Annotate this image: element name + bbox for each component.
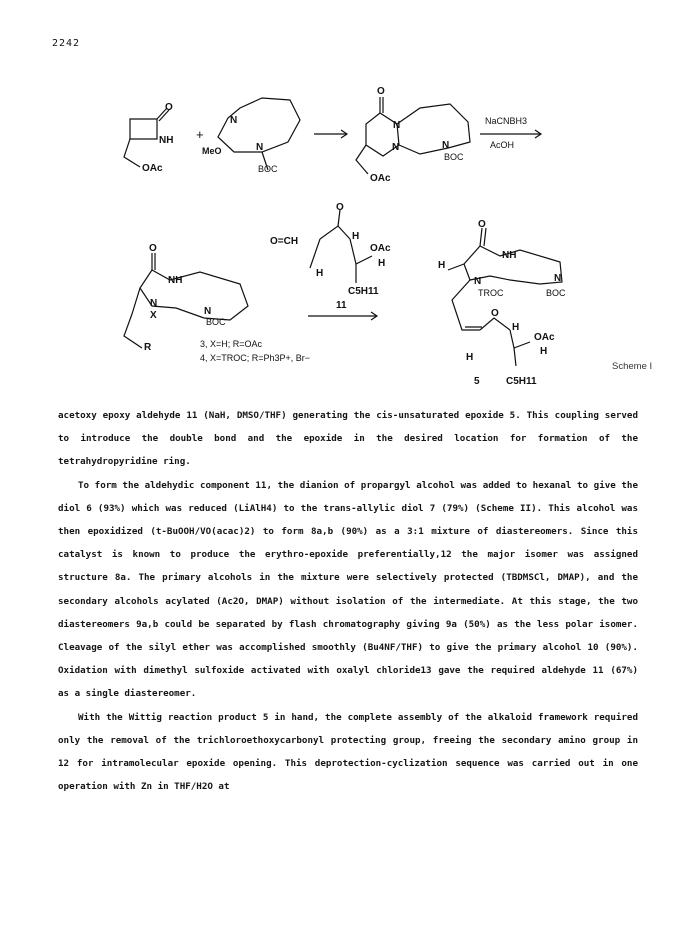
amidine-n2: N: [392, 142, 400, 153]
lactam-ring: [130, 119, 157, 139]
product-oac: OAc: [370, 173, 391, 184]
c5-epoxide: [480, 318, 510, 330]
lactam-side-chain: [124, 139, 140, 167]
aldehyde-epoxide: [320, 226, 350, 239]
c3-x: X: [150, 310, 157, 321]
macrocycle-ring: [397, 104, 470, 154]
amidine-n1: N: [393, 120, 401, 131]
c5-h3: H: [466, 352, 474, 363]
c3-side-chain: [124, 288, 142, 348]
aldehyde-h3: H: [316, 268, 324, 279]
imidate-n2: N: [256, 142, 264, 153]
c5-alkene: [452, 280, 480, 330]
compound-3-label: 3, X=H; R=OAc: [200, 339, 263, 349]
reagent-11: 11: [336, 300, 347, 311]
aldehyde-c5h11: C5H11: [348, 286, 379, 297]
macrocycle-n: N: [442, 140, 450, 151]
lactam-oac: OAc: [142, 163, 163, 174]
aldehyde-oac: OAc: [370, 243, 391, 254]
aldehyde-h1: H: [352, 231, 360, 242]
compound-4-label: 4, X=TROC; R=Ph3P+, Br−: [200, 353, 311, 363]
c5-h: H: [438, 260, 446, 271]
c3-n2: N: [204, 306, 212, 317]
c5-o: O: [478, 219, 486, 230]
amidine-o: O: [377, 86, 385, 97]
c5-epoxide-h: H: [512, 322, 520, 333]
c5-h2: H: [540, 346, 548, 357]
c5-boc: BOC: [546, 288, 566, 298]
body-text: [58, 404, 638, 798]
paragraph-3: With the Wittig reaction product 5 in hand, the complete assembly of the alkaloid framework required only the removal of the trichloroethoxycarbonyl protecting group, freeing the secondary amino group in 12 for intramolecular epoxide opening. This deprotection-cyclization sequence was carried out in one operation with Zn in THF/H2O at: [58, 711, 638, 793]
imidate-meo: MeO: [202, 146, 222, 156]
imidate-n: N: [230, 115, 238, 126]
c5-oac: OAc: [534, 332, 555, 343]
compound-5-number: 5: [474, 376, 480, 387]
c3-o: O: [149, 243, 157, 254]
c5-c5h11: C5H11: [506, 376, 537, 387]
c5-nh: NH: [502, 250, 517, 261]
c5-h-bond: [448, 264, 464, 270]
lactam-nh: NH: [159, 135, 174, 146]
c3-n: N: [150, 298, 158, 309]
imidate-boc: BOC: [258, 164, 278, 174]
scheme-label: Scheme I: [612, 361, 653, 372]
c3-boc: BOC: [206, 317, 226, 327]
c5-carbonyl-bond: [480, 228, 482, 246]
product-side-chain: [356, 145, 368, 174]
c3-r: R: [144, 342, 152, 353]
reaction-scheme: [0, 0, 697, 400]
product-boc: BOC: [444, 152, 464, 162]
reagent-acoh: AcOH: [490, 140, 515, 150]
c5-epoxide-o: O: [491, 308, 499, 319]
aldehyde-chain: [350, 239, 372, 264]
c3-nh: NH: [168, 275, 183, 286]
c5-troc: TROC: [478, 288, 504, 298]
aldehyde-h2: H: [378, 258, 386, 269]
paragraph-1: acetoxy epoxy aldehyde 11 (NaH, DMSO/THF) generating the cis-unsaturated epoxide 5. This coupling served to introduce the double bond and the epoxide in the desired location for formation of the tetrahydropyridine ring.: [58, 410, 638, 468]
reagent-nacnbh3: NaCNBH3: [485, 116, 528, 126]
aldehyde-formyl: O=CH: [270, 236, 299, 247]
c5-n2: N: [554, 273, 562, 284]
plus-sign: +: [196, 127, 204, 142]
paragraph-2: To form the aldehydic component 11, the dianion of propargyl alcohol was added to hexanal to give the diol 6 (93%) which was reduced (LiAlH4) to the trans-allylic diol 7 (79%) (Scheme II). This alcohol was then epoxidized (t-BuOOH/VO(acac)2) to form 8a,b (90%) as a 3:1 mixture of diastereomers. Since this catalyst is known to produce the erythro-epoxide preferentially,12 the major isomer was assigned structure 8a. The primary alcohols in the mixture were selectively protected (TBDMSCl, DMAP), and the secondary alcohols acylated (Ac2O, DMAP) without isolation of the intermediate. At this stage, the two diastereomers 9a,b could be separated by flash chromatography giving 9a (50%) as the less polar isomer. Cleavage of the silyl ether was accomplished smoothly (Bu4NF/THF) to give the primary alcohol 10 (90%). Oxidation with dimethyl sulfoxide activated with oxalyl chloride13 gave the required aldehyde 11 (67%) as a single diastereomer.: [58, 479, 638, 700]
aldehyde-epoxide-o: O: [336, 202, 344, 213]
c5-n: N: [474, 276, 482, 287]
page-number: 2242: [52, 38, 81, 49]
lactam-o: O: [165, 102, 173, 113]
